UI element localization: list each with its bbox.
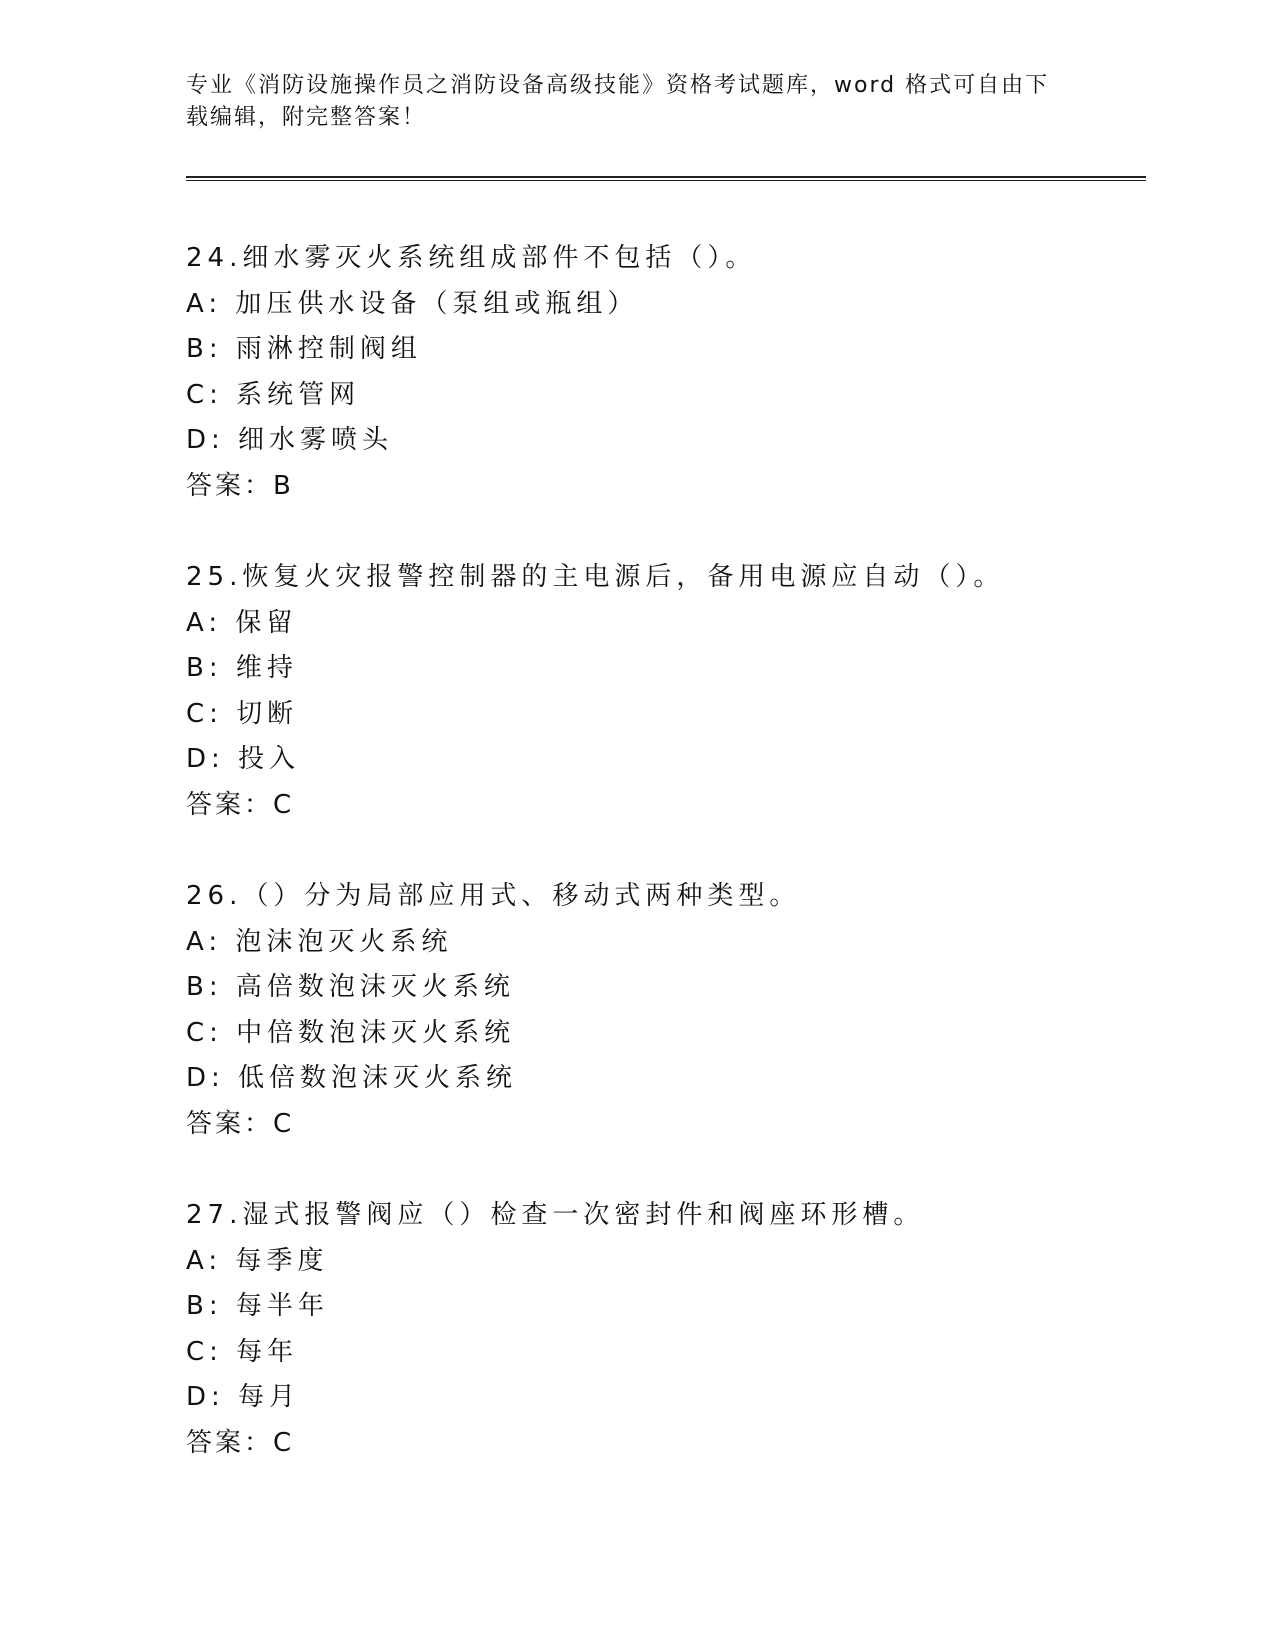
option-a: A: 加压供水设备（泵组或瓶组） — [186, 288, 639, 319]
question-24 — [186, 236, 1146, 509]
question-stem: 26.（）分为局部应用式、移动式两种类型。 — [186, 881, 801, 911]
document-header: 专业《消防设施操作员之消防设备高级技能》资格考试题库，word 格式可自由下载编辑，附完整答案！ — [186, 73, 1050, 130]
header-divider — [186, 176, 1146, 181]
option-c: C: 系统管网 — [186, 379, 361, 410]
answer-line: 答案：C — [186, 1427, 295, 1458]
question-stem: 25.恢复火灾报警控制器的主电源后，备用电源应自动（）。 — [186, 562, 1005, 592]
option-a: A: 每季度 — [186, 1245, 329, 1276]
option-b: B: 每半年 — [186, 1291, 329, 1321]
option-c: C: 切断 — [186, 698, 299, 729]
answer-line: 答案：C — [186, 789, 295, 820]
question-stem: 27.湿式报警阀应（）检查一次密封件和阀座环形槽。 — [186, 1200, 925, 1230]
answer-line: 答案：B — [186, 470, 294, 501]
option-b: B: 维持 — [186, 653, 298, 683]
answer-line: 答案：C — [186, 1108, 295, 1139]
option-d: D: 每月 — [186, 1382, 301, 1412]
option-a: A: 泡沫泡灭火系统 — [186, 926, 453, 957]
option-b: B: 高倍数泡沫灭火系统 — [186, 972, 515, 1002]
option-b: B: 雨淋控制阀组 — [186, 334, 422, 364]
question-26 — [186, 874, 1146, 1147]
option-d: D: 细水雾喷头 — [186, 425, 394, 455]
option-c: C: 每年 — [186, 1336, 299, 1367]
option-d: D: 低倍数泡沫灭火系统 — [186, 1063, 518, 1093]
option-d: D: 投入 — [186, 744, 301, 774]
question-27 — [186, 1193, 1146, 1466]
option-c: C: 中倍数泡沫灭火系统 — [186, 1017, 516, 1048]
question-25 — [186, 555, 1146, 828]
option-a: A: 保留 — [186, 607, 298, 638]
question-stem: 24.细水雾灭火系统组成部件不包括（）。 — [186, 243, 757, 273]
